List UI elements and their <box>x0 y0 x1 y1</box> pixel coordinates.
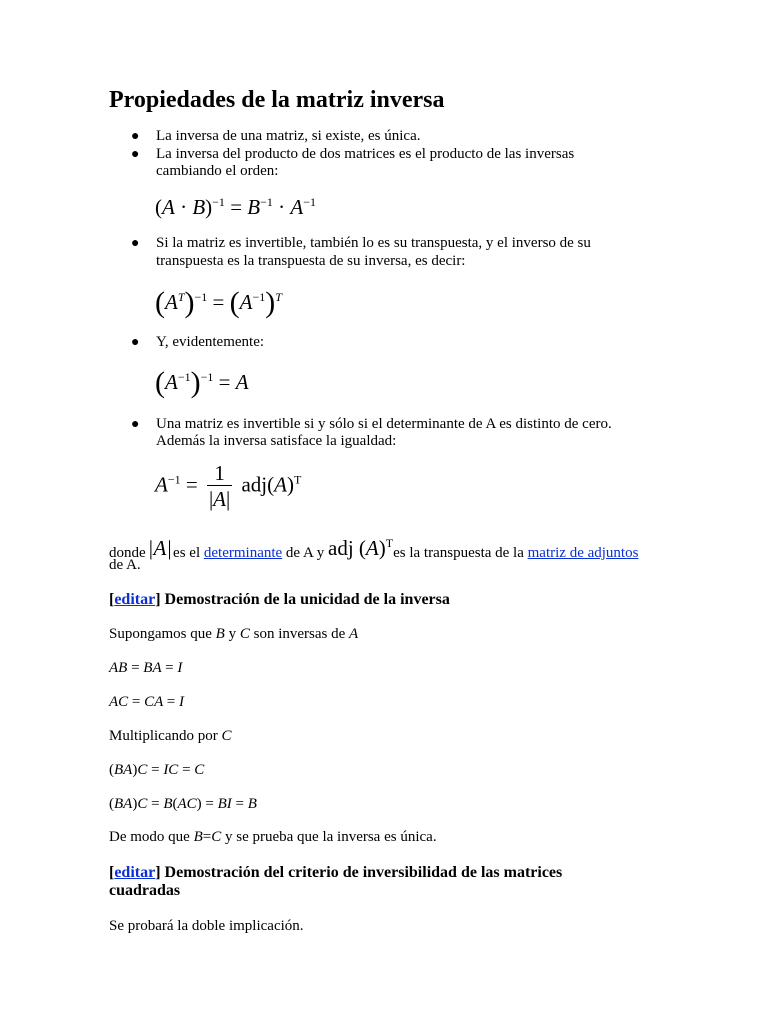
bullet-marker: ● <box>131 129 140 144</box>
bullet-marker: ● <box>131 236 140 251</box>
adj-transpose-symbol: adj $(A)^T$ <box>328 536 394 560</box>
donde-text: de A y <box>285 545 325 561</box>
proof-line-double-implication: Se probará la doble implicación. <box>109 918 304 934</box>
bullet-text-transpose-l2: transpuesta es la transpuesta de su inversa, es decir: <box>156 253 466 269</box>
section-title: Demostración de la unicidad de la inversa <box>164 591 450 608</box>
bullet-text-determinant-l1: Una matriz es invertible si y sólo si el determinante de A es distinto de cero. <box>156 416 612 432</box>
abs-det-symbol: |A| <box>147 536 173 560</box>
proof-line-conclusion: De modo que B=C y se prueba que la inversa es única. <box>109 829 437 845</box>
bullet-text-evident: Y, evidentemente: <box>156 334 265 350</box>
formula-inverse-transpose: $(A^T)^{-1} = (A^{-1})^T$ <box>155 286 282 319</box>
bullet-marker: ● <box>131 335 140 350</box>
section-heading-criterio-l2: cuadradas <box>109 882 181 899</box>
formula-double-inverse: $(A^{-1})^{-1} = A$ <box>155 366 249 399</box>
donde-text: es el <box>173 545 201 561</box>
proof-line-bac-2: (BA)C = B(AC) = BI = B <box>109 796 257 812</box>
bullet-text-determinant-l2: Además la inversa satisface la igualdad: <box>156 433 397 449</box>
proof-line-multiply: Multiplicando por C <box>109 728 232 744</box>
bullet-text-transpose-l1: Si la matriz es invertible, también lo es su transpuesta, y el inverso de su <box>156 235 591 251</box>
determinante-link[interactable]: determinante <box>203 545 283 561</box>
bullet-marker: ● <box>131 417 140 432</box>
donde-word: donde <box>109 545 146 561</box>
edit-link[interactable]: editar <box>114 864 156 881</box>
matriz-adjuntos-link[interactable]: matriz de adjuntos <box>527 545 639 561</box>
bullet-marker: ● <box>131 147 140 162</box>
fraction: $\frac{1}{|A|}$ <box>208 461 231 511</box>
section-heading-unicidad: [editar] Demostración de la unicidad de la inversa <box>109 591 450 608</box>
section-title: Demostración del criterio de inversibilidad de las matrices <box>164 864 563 881</box>
bullet-text-uniqueness: La inversa de una matriz, si existe, es única. <box>156 128 421 144</box>
proof-line-ac: AC = CA = I <box>109 694 185 710</box>
donde-line <box>109 536 639 562</box>
proof-line-suppose: Supongamos que B y C son inversas de A <box>109 626 359 642</box>
section-heading-criterio: [editar] Demostración del criterio de inversibilidad de las matrices <box>109 864 563 881</box>
proof-line-bac-1: (BA)C = IC = C <box>109 762 205 778</box>
page-title: Propiedades de la matriz inversa <box>109 87 445 113</box>
edit-link[interactable]: editar <box>114 591 156 608</box>
bullet-text-product-l1: La inversa del producto de dos matrices es el producto de las inversas <box>156 146 575 162</box>
formula-inverse-adjugate: $A^{-1}$ = $\frac{1}{|A|}$ $adj(A)^T$ <box>155 461 302 511</box>
bullet-text-product-l2: cambiando el orden: <box>156 163 279 179</box>
formula-inverse-product: $(A \cdot B)^{-1} = B^{-1} \cdot A^{-1}$ <box>155 195 316 219</box>
donde-text: es la transpuesta de la <box>393 545 524 561</box>
donde-line-end: de A. <box>109 557 141 573</box>
proof-line-ab: AB = BA = I <box>109 660 183 676</box>
